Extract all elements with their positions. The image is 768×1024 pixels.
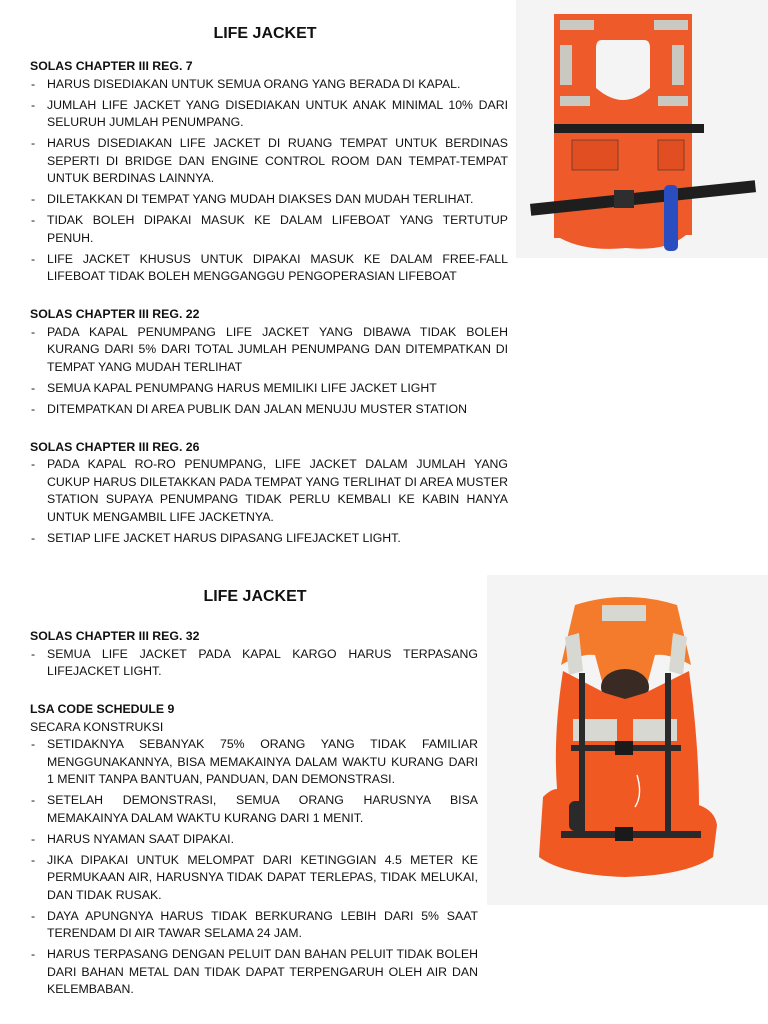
list-item: - TIDAK BOLEH DIPAKAI MASUK KE DALAM LIFEBOAT YANG TERTUTUP PENUH. [30, 212, 508, 247]
reflective-strip [602, 605, 646, 621]
chest-strap [554, 124, 704, 133]
list-item: - JUMLAH LIFE JACKET YANG DISEDIAKAN UNTUK ANAK MINIMAL 10% DARI SELURUH JUMLAH PENUMPANG. [30, 97, 508, 132]
bullet-list [30, 76, 508, 286]
blue-tab [664, 185, 678, 251]
section-title: LIFE JACKET [213, 25, 317, 42]
jacket-label [658, 140, 684, 170]
reflective-strip [654, 20, 688, 30]
list-item: - DAYA APUNGNYA HARUS TIDAK BERKURANG LEBIH DARI 5% SAAT TERENDAM DI AIR TAWAR SELAMA 24 JAM. [30, 908, 478, 943]
group-heading: SOLAS CHAPTER III REG. 26 [30, 439, 200, 454]
life-jacket-photo [487, 575, 768, 905]
strap-buckle [615, 827, 633, 841]
text-column [30, 628, 478, 1002]
list-item: - HARUS DISEDIAKAN LIFE JACKET DI RUANG TEMPAT UNTUK BERDINAS SEPERTI DI BRIDGE DAN ENGINE CONTROL ROOM DAN TEMPAT-TEMPAT UNTUK BERDINAS LAINNYA. [30, 135, 508, 188]
reflective-strip [560, 20, 594, 30]
group-heading: SOLAS CHAPTER III REG. 22 [30, 307, 200, 321]
list-item: - PADA KAPAL RO-RO PENUMPANG, LIFE JACKET DALAM JUMLAH YANG CUKUP HARUS DILETAKKAN PADA TEMPAT YANG TERLIHAT DI AREA MUSTER STATION SUPAYA PENUMPANG TIDAK PERLU KEMBALI KE KABIN HANYA UNTUK MENGAMBIL LIFE JACKETNYA. [30, 456, 508, 526]
list-item: - JIKA DIPAKAI UNTUK MELOMPAT DARI KETINGGIAN 4.5 METER KE PERMUKAAN AIR, HARUSNYA TIDAK DAPAT TERLEPAS, TIDAK MELUKAI, DAN TIDAK RUSAK. [30, 852, 478, 905]
list-item: - SETIDAKNYA SEBANYAK 75% ORANG YANG TIDAK FAMILIAR MENGGUNAKANNYA, BISA MEMAKAINYA DALAM WAKTU KURANG DARI 1 MENIT TANPA BANTUAN, PANDUAN, DAN DEMONSTRASI. [30, 736, 478, 789]
list-item: - HARUS DISEDIAKAN UNTUK SEMUA ORANG YANG BERADA DI KAPAL. [30, 76, 508, 94]
life-jacket-photo [516, 0, 768, 258]
text-column [30, 58, 508, 551]
bullet-list [30, 456, 508, 547]
jacket-neck-opening [596, 40, 650, 100]
slide-section-2 [0, 575, 768, 1024]
strap-buckle [615, 741, 633, 755]
reflective-strip [560, 96, 590, 106]
list-item: - SEMUA KAPAL PENUMPANG HARUS MEMILIKI LIFE JACKET LIGHT [30, 380, 508, 398]
list-item: - LIFE JACKET KHUSUS UNTUK DIPAKAI MASUK KE DALAM FREE-FALL LIFEBOAT TIDAK BOLEH MENGGANGGU PENGOPERASIAN LIFEBOAT [30, 251, 508, 286]
list-item: - SEMUA LIFE JACKET PADA KAPAL KARGO HARUS TERPASANG LIFEJACKET LIGHT. [30, 646, 478, 681]
list-item: - SETELAH DEMONSTRASI, SEMUA ORANG HARUSNYA BISA MEMAKAINYA DALAM WAKTU KURANG DARI 1 MENIT. [30, 792, 478, 827]
group-heading: LSA CODE SCHEDULE 9 [30, 702, 175, 716]
life-jacket-illustration [516, 0, 768, 258]
list-item: - DITEMPATKAN DI AREA PUBLIK DAN JALAN MENUJU MUSTER STATION [30, 401, 508, 419]
whistle-pocket [569, 801, 585, 831]
jacket-label [572, 140, 618, 170]
list-item: - HARUS NYAMAN SAAT DIPAKAI. [30, 831, 478, 849]
group-heading: SOLAS CHAPTER III REG. 32 [30, 629, 200, 643]
reflective-strip [560, 45, 572, 85]
reflective-strip [658, 96, 688, 106]
bullet-list [30, 736, 478, 999]
bullet-list [30, 646, 478, 681]
list-item: - HARUS TERPASANG DENGAN PELUIT DAN BAHAN PELUIT TIDAK BOLEH DARI BAHAN METAL DAN TIDAK DAPAT TERPENGARUH OLEH AIR DAN KELEMBABAN. [30, 946, 478, 999]
life-jacket-illustration [487, 575, 768, 905]
list-item: - DILETAKKAN DI TEMPAT YANG MUDAH DIAKSES DAN MUDAH TERLIHAT. [30, 191, 508, 209]
reflective-strip [672, 45, 684, 85]
shoulder-strap [665, 673, 671, 833]
section-title: LIFE JACKET [203, 588, 307, 605]
bullet-list [30, 324, 508, 419]
list-item: - PADA KAPAL PENUMPANG LIFE JACKET YANG DIBAWA TIDAK BOLEH KURANG DARI 5% DARI TOTAL JUMLAH PENUMPANG DAN DITEMPATKAN DI TEMPAT YANG MUDAH TERLIHAT [30, 324, 508, 377]
group-heading: SOLAS CHAPTER III REG. 7 [30, 59, 193, 73]
group-subheading: SECARA KONSTRUKSI [30, 719, 164, 734]
list-item: - SETIAP LIFE JACKET HARUS DIPASANG LIFEJACKET LIGHT. [30, 530, 508, 548]
jacket-body [539, 671, 717, 877]
strap-buckle [614, 190, 634, 208]
